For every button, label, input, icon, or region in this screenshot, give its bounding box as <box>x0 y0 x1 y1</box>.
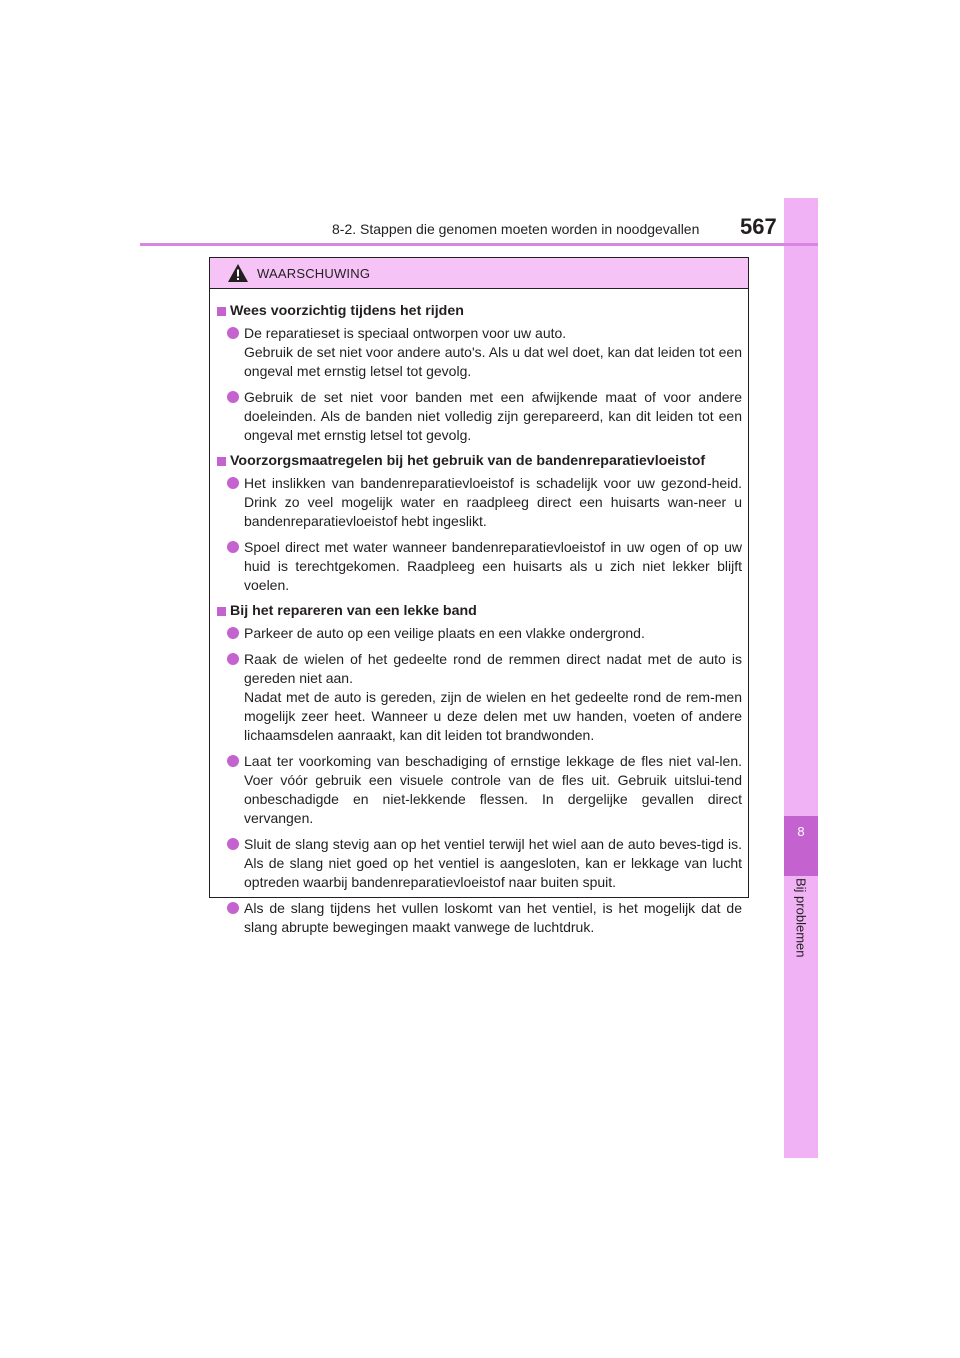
list-item-text <box>244 388 742 445</box>
list-item-text <box>244 324 742 381</box>
list-item <box>217 899 742 937</box>
chapter-number: 8 <box>797 824 805 839</box>
warning-triangle-icon <box>227 263 249 283</box>
paragraph: Spoel direct met water wanneer bandenreparatievloeistof in uw ogen of op uw huid is terechtgekomen. Raadpleeg een huisarts als u zich niet lekker blijft voelen. <box>244 539 742 593</box>
list-item <box>217 474 742 531</box>
paragraph: Gebruik de set niet voor andere auto's. Als u dat wel doet, kan dat leiden tot een ongeval met ernstig letsel tot gevolg. <box>244 344 742 379</box>
round-bullet-icon <box>227 391 239 403</box>
square-bullet-icon <box>217 607 226 616</box>
page-number: 567 <box>740 214 777 239</box>
chapter-label-text: Bij problemen <box>793 878 809 958</box>
section-title <box>217 602 742 621</box>
paragraph: Als de slang tijdens het vullen loskomt van het ventiel, is het mogelijk dat de slang abrupte bewegingen maakt vanwege de luchtdruk. <box>244 900 742 935</box>
chapter-side-tab <box>784 198 818 1158</box>
list-item-text <box>244 474 742 531</box>
list-item <box>217 538 742 595</box>
section-title-text: Voorzorgsmaatregelen bij het gebruik van de bandenreparatievloeistof <box>230 453 706 469</box>
paragraph: Gebruik de set niet voor banden met een afwijkende maat of voor andere doeleinden. Als de banden niet volledig zijn gerepareerd, kan dit leiden tot een ongeval met ernstig letsel tot gevolg. <box>244 389 742 443</box>
section-header-title: 8-2. Stappen die genomen moeten worden in noodgevallen <box>332 221 700 237</box>
round-bullet-icon <box>227 838 239 850</box>
list-item-text <box>244 835 742 892</box>
paragraph: Het inslikken van bandenreparatievloeistof is schadelijk voor uw gezond-heid. Drink zo veel mogelijk water en raadpleeg direct een huisarts wan-neer u bandenreparatievloeistof hebt ingeslikt. <box>244 475 742 529</box>
square-bullet-icon <box>217 457 226 466</box>
list-item <box>217 835 742 892</box>
list-item-text <box>244 899 742 937</box>
paragraph: Parkeer de auto op een veilige plaats en een vlakke ondergrond. <box>244 625 645 641</box>
warning-label: WAARSCHUWING <box>257 265 371 281</box>
paragraph: Raak de wielen of het gedeelte rond de remmen direct nadat met de auto is gereden niet aan. <box>244 651 742 686</box>
list-item <box>217 324 742 381</box>
round-bullet-icon <box>227 755 239 767</box>
list-item-text <box>244 538 742 595</box>
round-bullet-icon <box>227 327 239 339</box>
round-bullet-icon <box>227 902 239 914</box>
round-bullet-icon <box>227 477 239 489</box>
paragraph: Nadat met de auto is gereden, zijn de wielen en het gedeelte rond de rem-men mogelijk zeer heet. Wanneer u deze delen met uw handen, voeten of andere lichaamsdelen aanraakt, kan dit leiden tot brandwonden. <box>244 689 742 743</box>
round-bullet-icon <box>227 541 239 553</box>
list-item <box>217 752 742 828</box>
warning-body <box>210 289 748 937</box>
section-title-text: Bij het repareren van een lekke band <box>230 603 477 619</box>
list-item <box>217 388 742 445</box>
section-title-text: Wees voorzichtig tijdens het rijden <box>230 303 464 319</box>
section-title <box>217 452 742 471</box>
list-item <box>217 624 742 643</box>
round-bullet-icon <box>227 627 239 639</box>
list-item-text <box>244 650 742 745</box>
section-title <box>217 302 742 321</box>
warning-box <box>209 257 749 935</box>
header-divider <box>140 243 818 246</box>
paragraph: De reparatieset is speciaal ontworpen voor uw auto. <box>244 325 567 341</box>
paragraph: Sluit de slang stevig aan op het ventiel terwijl het wiel aan de auto beves-tigd is. Als de slang niet goed op het ventiel is aangesloten, kan er lekkage van lucht optreden waarbij bandenreparatievloeistof naar buiten spuit. <box>244 836 742 890</box>
list-item <box>217 650 742 745</box>
paragraph: Laat ter voorkoming van beschadiging of ernstige lekkage de fles niet val-len. Voer vóór gebruik een visuele controle van de fles uit. Gebruik uitslui-tend onbeschadigde en niet-lekkende flessen. In dergelijke gevallen direct vervangen. <box>244 753 742 826</box>
square-bullet-icon <box>217 307 226 316</box>
list-item-text <box>244 752 742 828</box>
list-item-text <box>244 624 742 643</box>
chapter-label <box>784 878 818 988</box>
round-bullet-icon <box>227 653 239 665</box>
warning-header <box>210 258 748 289</box>
